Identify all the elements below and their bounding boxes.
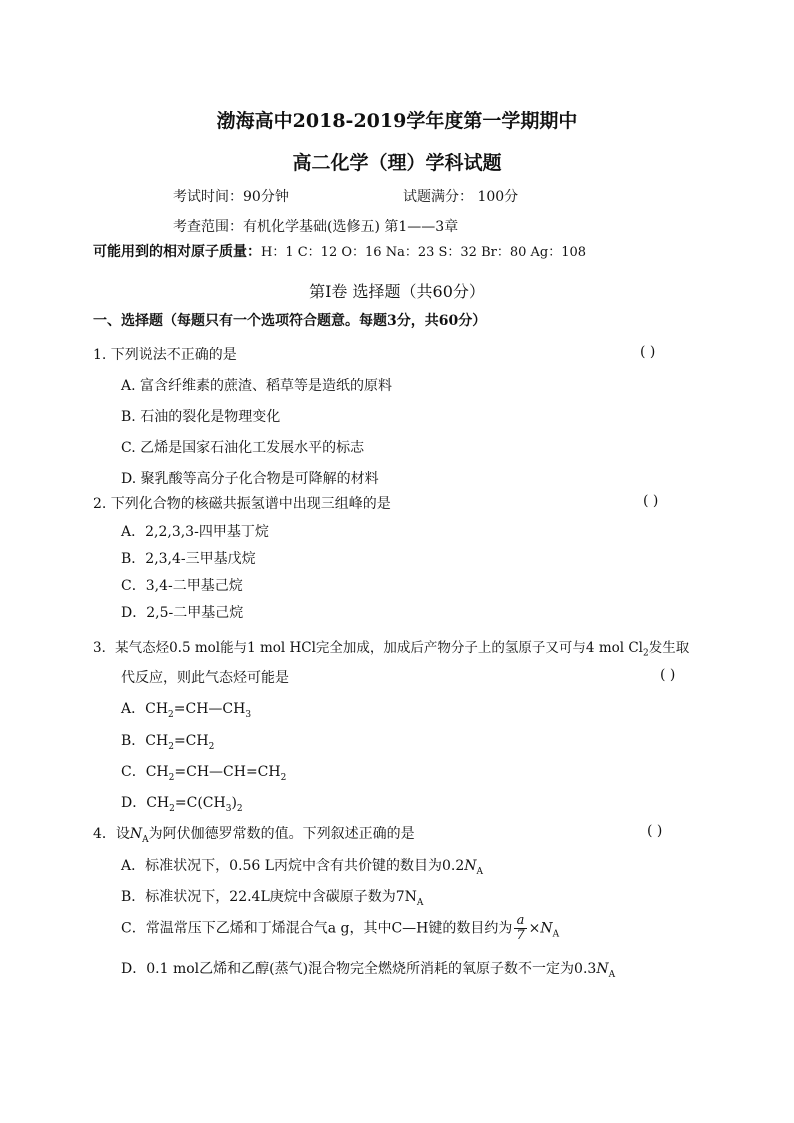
question-4-stem	[93, 823, 415, 845]
avogadro-symbol: N	[464, 858, 477, 874]
atomic-mass-label: 可能用到的相对原子质量：	[93, 244, 261, 260]
option-text: A．标准状况下，0.56 L丙烷中含有共价键的数目为0.2	[121, 858, 465, 874]
question-2-option-d: D．2,5-二甲基己烷	[121, 605, 244, 621]
question-4-answer-blank: ( )	[647, 823, 663, 839]
stem-part: 4．设	[93, 826, 130, 842]
question-3-option-c	[121, 761, 286, 783]
exam-full-score: 试题满分： 100分	[403, 189, 519, 205]
formula-part: B．CH	[121, 733, 169, 749]
formula-sub: 2	[169, 803, 175, 814]
question-2-stem: 2. 下列化合物的核磁共振氢谱中出现三组峰的是	[93, 496, 391, 512]
fraction	[514, 914, 526, 943]
section-title: 第Ⅰ卷 选择题（共60分）	[309, 282, 485, 301]
formula-sub: 2	[280, 772, 287, 783]
exam-title: 渤海高中2018-2019学年度第一学期期中	[216, 110, 578, 132]
question-2-option-a: A．2,2,3,3-四甲基丁烷	[121, 524, 269, 540]
formula-part: D．CH	[121, 795, 170, 811]
question-3-stem-tail: 发生取	[648, 640, 690, 656]
option-text: D．0.1 mol乙烯和乙醇(蒸气)混合物完全燃烧所消耗的氧原子数不一定为0.3	[121, 961, 597, 977]
question-4-option-c	[121, 914, 559, 943]
section-instruction: 一、选择题（每题只有一个选项符合题意。每题3分，共60分）	[93, 313, 487, 329]
exam-time: 考试时间：90分钟	[173, 189, 289, 205]
avogadro-sub: A	[476, 866, 484, 877]
question-1-option-a: A. 富含纤维素的蔗渣、稻草等是造纸的原料	[121, 378, 393, 394]
formula-sub: 3	[225, 803, 232, 814]
question-2-option-c: C．3,4-二甲基己烷	[121, 578, 243, 594]
formula-part: =CH	[173, 733, 209, 749]
formula-part: A．CH	[121, 701, 169, 717]
question-3-option-d	[121, 792, 243, 814]
avogadro-sub: A	[608, 969, 616, 980]
formula-sub: 2	[168, 772, 175, 783]
atomic-mass-values: H：1 C：12 O：16 Na：23 S：32 Br：80 Ag：108	[261, 245, 587, 260]
option-text: B．标准状况下，22.4L庚烷中含碳原子数为7N	[121, 889, 417, 905]
avogadro-sub: A	[142, 834, 149, 845]
question-2-option-b: B．2,3,4-三甲基戊烷	[121, 551, 256, 567]
question-3-option-a	[121, 698, 251, 720]
avogadro-sub: A	[552, 929, 560, 940]
question-3-stem-line1	[93, 636, 689, 659]
question-1-option-d: D. 聚乳酸等高分子化合物是可降解的材料	[121, 471, 379, 487]
avogadro-symbol: N	[540, 920, 553, 937]
avogadro-symbol: N	[129, 826, 143, 842]
times-sign: ×	[528, 920, 541, 937]
option-text: C．常温常压下乙烯和丁烯混合气a g，其中C—H键的数目约为	[121, 920, 513, 937]
formula-part: =CH—CH=CH	[174, 764, 281, 780]
question-2-answer-blank: ( )	[643, 493, 659, 509]
question-3-stem-text: 3．某气态烃0.5 mol能与1 mol HCl完全加成，加成后产物分子上的氢原子又可与4 mol Cl	[93, 640, 643, 656]
question-3-stem-sub: 2	[643, 648, 649, 659]
question-3-stem-line2: 代反应，则此气态烃可能是	[121, 670, 289, 686]
question-4-option-b	[121, 886, 423, 908]
formula-part: =C(CH	[174, 795, 226, 811]
exam-subtitle: 高二化学（理）学科试题	[292, 152, 502, 174]
formula-sub: 2	[168, 741, 174, 752]
question-1-stem: 1. 下列说法不正确的是	[93, 347, 237, 363]
question-3-answer-blank: ( )	[660, 667, 676, 683]
fraction-numerator: a	[514, 914, 526, 929]
exam-scope: 考查范围：有机化学基础(选修五) 第1——3章	[173, 219, 459, 235]
question-1-option-b: B. 石油的裂化是物理变化	[121, 409, 281, 425]
formula-sub: 2	[168, 709, 174, 720]
stem-part: 为阿伏伽德罗常数的值。下列叙述正确的是	[148, 826, 415, 842]
question-1-answer-blank: ( )	[640, 344, 656, 360]
question-4-option-d	[121, 958, 615, 980]
question-3-option-b	[121, 730, 214, 752]
avogadro-sub: A	[416, 897, 424, 908]
question-4-option-a	[121, 855, 483, 877]
formula-sub: 2	[208, 741, 215, 752]
avogadro-symbol: N	[596, 961, 609, 977]
atomic-mass-line	[93, 241, 586, 261]
formula-sub: 2	[236, 803, 243, 814]
formula-part: )	[231, 795, 237, 811]
formula-part: C．CH	[121, 764, 169, 780]
fraction-denominator: 7	[516, 928, 525, 943]
question-1-option-c: C. 乙烯是国家石油化工发展水平的标志	[121, 440, 365, 456]
formula-sub: 3	[245, 709, 252, 720]
formula-part: =CH—CH	[173, 701, 246, 717]
